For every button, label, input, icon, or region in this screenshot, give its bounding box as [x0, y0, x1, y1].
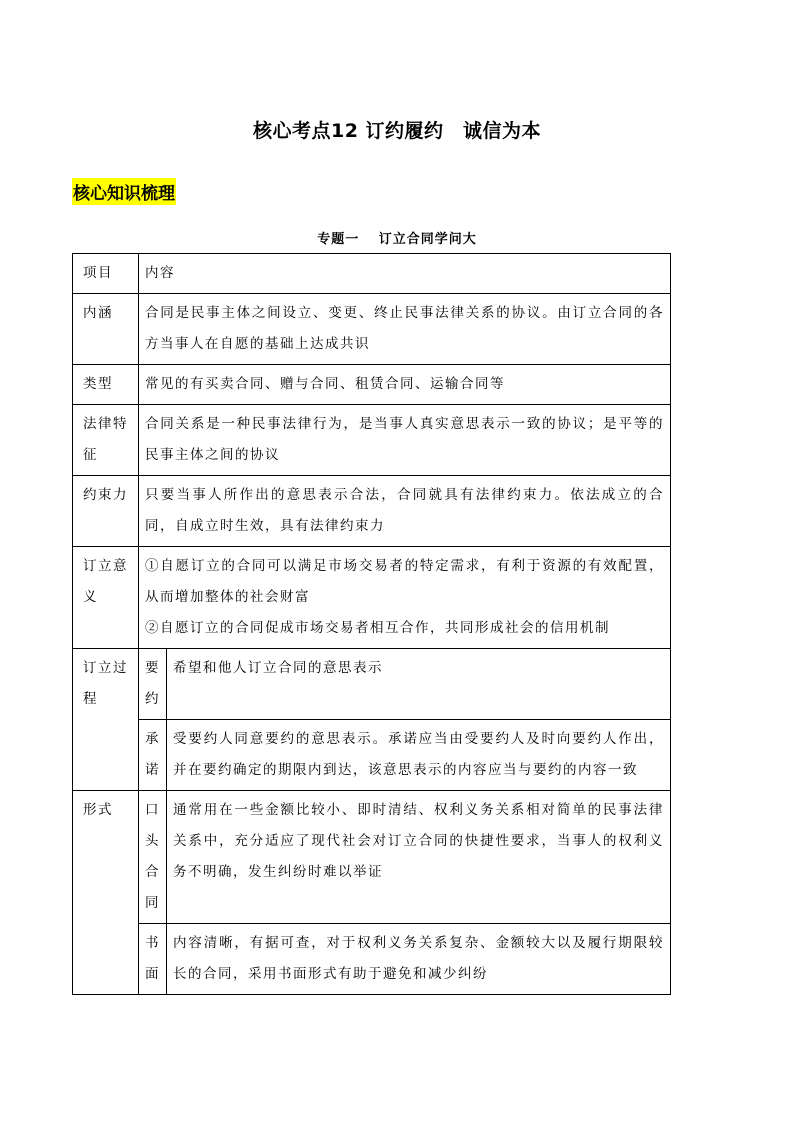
row-content: 常见的有买卖合同、赠与合同、租赁合同、运输合同等 [139, 365, 671, 405]
table-row [73, 720, 671, 791]
sub-content: 内容清晰，有据可查，对于权利义务关系复杂、金额较大以及履行期限较长的合同，采用书面形式有助于避免和减少纠纷 [167, 924, 671, 995]
section-heading: 核心知识梳理 [72, 178, 176, 205]
header-content-cell: 内容 [139, 254, 671, 294]
row-label: 内涵 [73, 294, 139, 365]
page-title: 核心考点12 订约履约 诚信为本 [252, 120, 542, 142]
table-row [73, 924, 671, 995]
row-content: 只要当事人所作出的意思表示合法，合同就具有法律约束力。依法成立的合同，自成立时生效，具有法律约束力 [139, 476, 671, 547]
sub-content: 受要约人同意要约的意思表示。承诺应当由受要约人及时向要约人作出，并在要约确定的期限内到达，该意思表示的内容应当与要约的内容一致 [167, 720, 671, 791]
significance-point-1: ①自愿订立的合同可以满足市场交易者的特定需求，有利于资源的有效配置，从而增加整体的社会财富 [145, 558, 664, 605]
row-label: 形式 [73, 791, 139, 995]
table-row [73, 294, 671, 365]
sub-label: 要约 [139, 649, 167, 720]
sub-label: 口头合同 [139, 791, 167, 924]
sub-content: 通常用在一些金额比较小、即时清结、权利义务关系相对简单的民事法律关系中，充分适应了现代社会对订立合同的快捷性要求，当事人的权利义务不明确，发生纠纷时难以举证 [167, 791, 671, 924]
sub-label: 书面 [139, 924, 167, 995]
table-row [73, 476, 671, 547]
knowledge-table [72, 253, 671, 995]
row-label: 法律特征 [73, 405, 139, 476]
table-row [73, 365, 671, 405]
row-label: 订立意义 [73, 547, 139, 649]
table-caption: 专题一 订立合同学问大 [317, 232, 477, 247]
table-row [73, 791, 671, 924]
row-content: 合同是民事主体之间设立、变更、终止民事法律关系的协议。由订立合同的各方当事人在自愿的基础上达成共识 [139, 294, 671, 365]
row-content [139, 547, 671, 649]
row-content: 合同关系是一种民事法律行为，是当事人真实意思表示一致的协议；是平等的民事主体之间的协议 [139, 405, 671, 476]
sub-label: 承诺 [139, 720, 167, 791]
table-header-row [73, 254, 671, 294]
row-label: 类型 [73, 365, 139, 405]
significance-point-2: ②自愿订立的合同促成市场交易者相互合作，共同形成社会的信用机制 [145, 620, 610, 636]
header-item-cell: 项目 [73, 254, 139, 294]
table-row [73, 405, 671, 476]
sub-content: 希望和他人订立合同的意思表示 [167, 649, 671, 720]
row-label: 订立过程 [73, 649, 139, 791]
row-label: 约束力 [73, 476, 139, 547]
table-row [73, 649, 671, 720]
table-row [73, 547, 671, 649]
